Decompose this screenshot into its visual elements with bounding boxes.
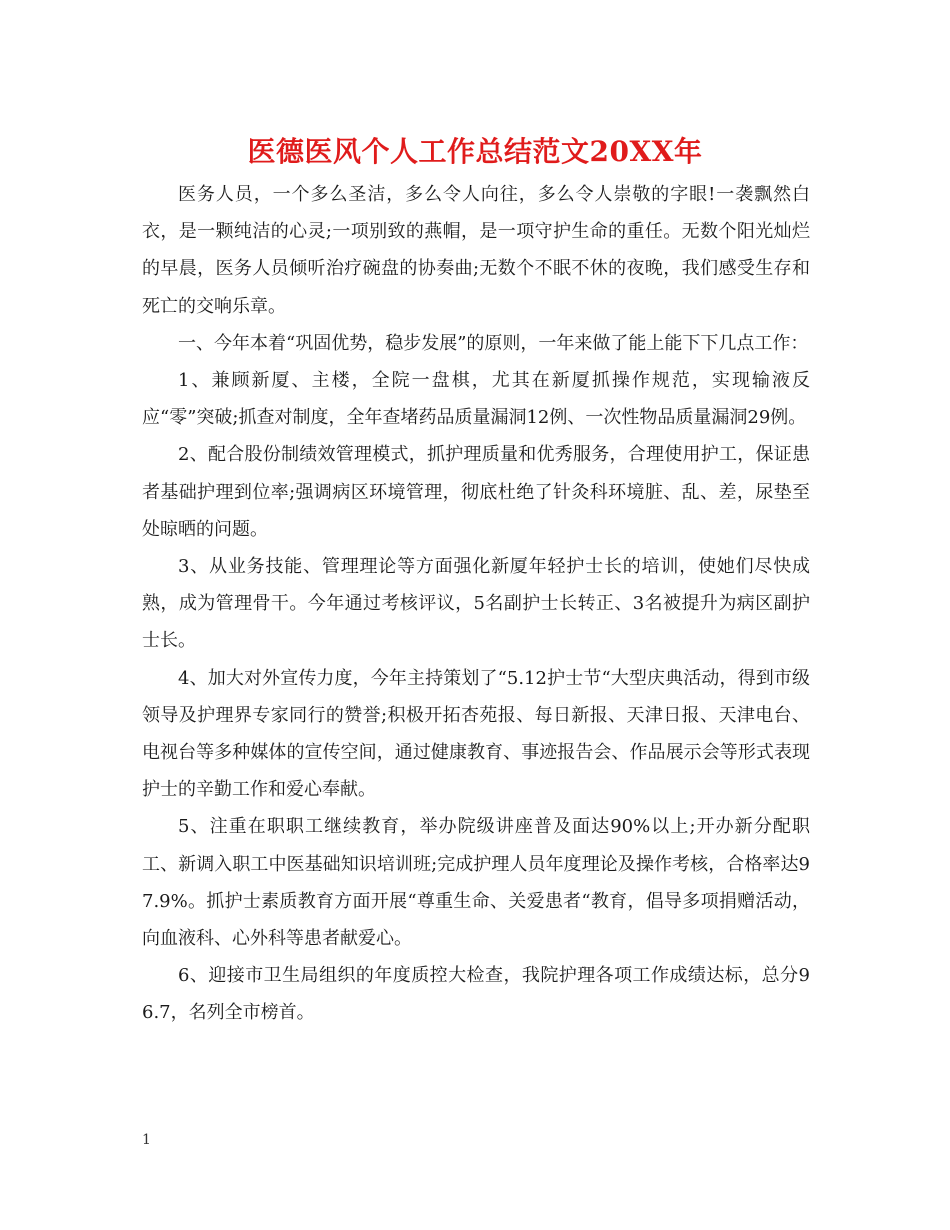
- paragraph-intro: 医务人员，一个多么圣洁，多么令人向往，多么令人崇敬的字眼!一袭飘然白衣，是一颗纯洁的心灵;一项别致的燕帽，是一项守护生命的重任。无数个阳光灿烂的早晨，医务人员倾听治疗碗盘的协奏曲;无数个不眠不休的夜晚，我们感受生存和死亡的交响乐章。: [142, 184, 810, 317]
- paragraph-item-1: 1、兼顾新厦、主楼，全院一盘棋，尤其在新厦抓操作规范，实现输液反应“零”突破;抓查对制度，全年查堵药品质量漏洞12例、一次性物品质量漏洞29例。: [142, 370, 810, 429]
- paragraph-item-3: 3、从业务技能、管理理论等方面强化新厦年轻护士长的培训，使她们尽快成熟，成为管理骨干。今年通过考核评议，5名副护士长转正、3名被提升为病区副护士长。: [142, 556, 810, 652]
- document-title: 医德医风个人工作总结范文20XX年: [247, 135, 703, 168]
- document-body: [142, 176, 810, 1032]
- page-number: 1: [142, 1132, 151, 1148]
- paragraph-item-6: 6、迎接市卫生局组织的年度质控大检查，我院护理各项工作成绩达标，总分96.7，名列全市榜首。: [142, 965, 810, 1024]
- paragraph-item-5: 5、注重在职职工继续教育，举办院级讲座普及面达90%以上;开办新分配职工、新调入职工中医基础知识培训班;完成护理人员年度理论及操作考核，合格率达97.9%。抓护士素质教育方面开展“尊重生命、关爱患者“教育，倡导多项捐赠活动，向血液科、心外科等患者献爱心。: [142, 816, 810, 950]
- paragraph-item-4: 4、加大对外宣传力度，今年主持策划了“5.12护士节“大型庆典活动，得到市级领导及护理界专家同行的赞誉;积极开拓杏苑报、每日新报、天津日报、天津电台、电视台等多种媒体的宣传空间，通过健康教育、事迹报告会、作品展示会等形式表现护士的辛勤工作和爱心奉献。: [142, 667, 810, 801]
- paragraph-item-2: 2、配合股份制绩效管理模式，抓护理质量和优秀服务，合理使用护工，保证患者基础护理到位率;强调病区环境管理，彻底杜绝了针灸科环境脏、乱、差，尿垫至处晾晒的问题。: [142, 444, 810, 540]
- paragraph-section-one-heading: 一、今年本着“巩固优势，稳步发展”的原则，一年来做了能上能下下几点工作：: [178, 332, 809, 354]
